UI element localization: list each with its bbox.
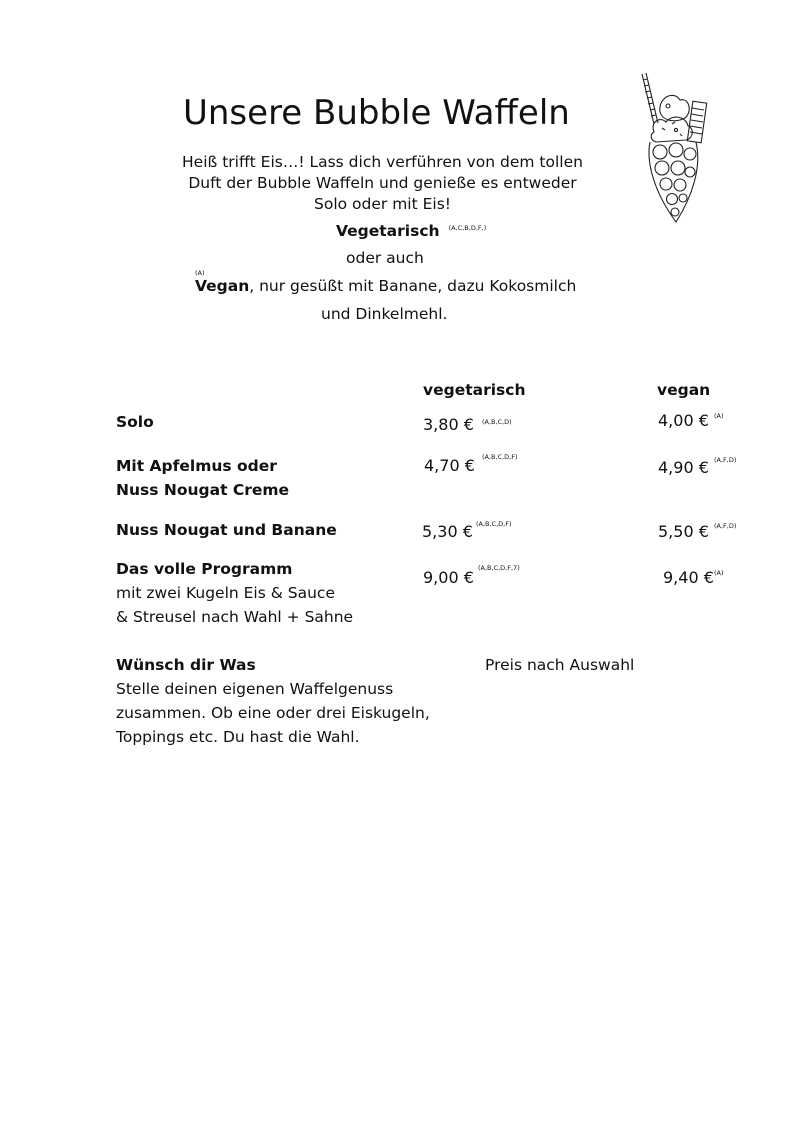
price-veg-apfelmus: 4,70 € <box>424 456 475 475</box>
price-veg-nuss-banane: 5,30 € <box>422 522 473 541</box>
price-vegan-solo: 4,00 € <box>658 411 709 430</box>
page-title: Unsere Bubble Waffeln <box>183 93 570 133</box>
vegetarisch-allergens: (A,C,B,D,F,) <box>448 224 487 232</box>
intro-line: Heiß trifft Eis…! Lass dich verführen von dem tollen <box>182 153 583 171</box>
vegan-line <box>195 277 576 295</box>
vegan-allergen: (A) <box>195 269 205 277</box>
vegetarisch-line <box>336 221 486 240</box>
vegan-label: Vegan <box>195 277 250 295</box>
intro-text <box>150 152 615 215</box>
price-vegan-nuss-banane: 5,50 € <box>658 522 709 541</box>
column-header-vegetarisch: vegetarisch <box>423 381 526 399</box>
row-name-line: Nuss Nougat Creme <box>116 481 290 499</box>
price-vegan-volle-programm: 9,40 € <box>663 568 714 587</box>
vegetarisch-label: Vegetarisch <box>336 222 440 240</box>
price-veg-volle-programm: 9,00 € <box>423 568 474 587</box>
row-desc-line: zusammen. Ob eine oder drei Eiskugeln, <box>116 704 430 722</box>
allergen-vegan-solo: (A) <box>714 412 724 420</box>
row-name-line: Wünsch dir Was <box>116 656 256 674</box>
row-name-line: Das volle Programm <box>116 560 293 578</box>
row-desc-line: mit zwei Kugeln Eis & Sauce <box>116 584 335 602</box>
allergen-veg-nuss-banane: (A,B,C,D,F) <box>476 520 512 528</box>
row-desc-line: & Streusel nach Wahl + Sahne <box>116 608 354 626</box>
row-wunsch-dir-was <box>116 653 430 749</box>
oder-auch: oder auch <box>346 249 424 267</box>
row-name-nuss-banane: Nuss Nougat und Banane <box>116 521 337 539</box>
vegan-text: , nur gesüßt mit Banane, dazu Kokosmilch <box>249 277 577 295</box>
allergen-veg-solo: (A,B,C,D) <box>482 418 512 426</box>
price-vegan-apfelmus: 4,90 € <box>658 458 709 477</box>
allergen-vegan-volle-programm: (A) <box>714 569 724 577</box>
allergen-vegan-nuss-banane: (A,F,D) <box>714 522 737 530</box>
allergen-veg-apfelmus: (A,B,C,D,F) <box>482 453 518 461</box>
row-name-volle-programm <box>116 557 353 629</box>
row-name-apfelmus <box>116 454 289 502</box>
column-header-vegan: vegan <box>657 381 711 399</box>
row-name-solo: Solo <box>116 413 154 431</box>
row-desc-line: Toppings etc. Du hast die Wahl. <box>116 728 360 746</box>
price-veg-solo: 3,80 € <box>423 415 474 434</box>
vegan-text-line2: und Dinkelmehl. <box>321 305 448 323</box>
intro-line: Duft der Bubble Waffeln und genieße es entweder <box>188 174 577 192</box>
row-name-line: Mit Apfelmus oder <box>116 457 277 475</box>
allergen-vegan-apfelmus: (A,F,D) <box>714 456 737 464</box>
row-desc-line: Stelle deinen eigenen Waffelgenuss <box>116 680 394 698</box>
price-wunsch-dir-was: Preis nach Auswahl <box>485 656 635 674</box>
allergen-veg-volle-programm: (A,B,C,D,F,7) <box>478 564 520 572</box>
intro-line: Solo oder mit Eis! <box>314 195 451 213</box>
bubble-waffle-icon <box>632 72 714 226</box>
